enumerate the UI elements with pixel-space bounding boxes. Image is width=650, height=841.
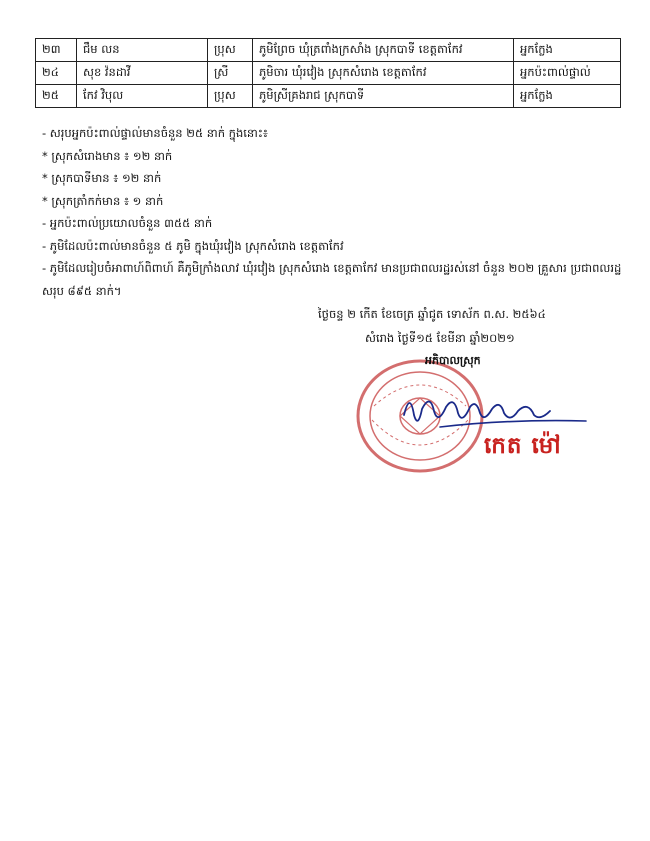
handwritten-signature: [400, 385, 590, 435]
person-address: ភូមិស្រីគ្រងរាជ ស្រុកបាទី: [253, 85, 514, 108]
person-address: ភូមិព្រែច ឃុំត្រពាំងក្រសាំង ស្រុកបាទី ខេត្តតាកែវ: [253, 39, 514, 62]
person-name: កែវ វិបុល: [77, 85, 208, 108]
person-sex: ប្រុស: [208, 39, 253, 62]
signer-name: កេត ម៉ៅ: [484, 433, 562, 459]
affected-persons-table: [35, 38, 621, 108]
person-sex: ស្រី: [208, 62, 253, 85]
table-row: [36, 85, 621, 108]
person-address: ភូមិចារ ឃុំរវៀង ស្រុកសំរោង ខេត្តតាកែវ: [253, 62, 514, 85]
note-villages: - ភូមិដែលប៉ះពាល់មានចំនួន ៥ ភូមិ ក្នុងឃុំរវៀង ស្រុកសំរោង ខេត្តតាកែវ: [42, 238, 344, 253]
person-name: សុខ វ៉នដាវី: [77, 62, 208, 85]
lunar-date: ថ្ងៃចន្ទ ២ កើត ខែចេត្រ ឆ្នាំជូត ទោស័ក ព.ស. ២៥៦៤: [318, 307, 546, 321]
summary-notes: [42, 122, 622, 302]
note-bati: * ស្រុកបាទីមាន ៖ ១២ នាក់: [42, 171, 162, 185]
table-row: [36, 62, 621, 85]
note-total-direct: - សរុបអ្នកប៉ះពាល់ផ្ទាល់មានចំនួន ២៥ នាក់ ក្នុងនោះ៖: [42, 126, 268, 140]
row-number: ២៤: [36, 62, 77, 85]
person-status: អ្នកប៉ះពាល់ផ្ទាល់: [514, 62, 621, 85]
signer-title: អភិបាលស្រុក: [425, 354, 481, 367]
person-status: អ្នកក្លែង: [514, 85, 621, 108]
person-status: អ្នកក្លែង: [514, 39, 621, 62]
person-name: ជឹម លន: [77, 39, 208, 62]
note-tram-kak: * ស្រុកត្រាំកក់មាន ៖ ១ នាក់: [42, 193, 164, 208]
note-wedding-village: - ភូមិដែលរៀបចំអាពាហ៍ពិពាហ៍ គឺភូមិក្រាំងលាវ ឃុំរវៀង ស្រុកសំរោង ខេត្តតាកែវ មានប្រជាពលរដ្ឋរស់នៅ ចំនួន ២០២ គ្រួសារ ប្រជាពលរដ្ឋសរុប ៨៩៥ នាក់។: [42, 261, 622, 298]
table-row: [36, 39, 621, 62]
note-indirect: - អ្នកប៉ះពាល់ប្រយោលចំនួន ៣៥៥ នាក់: [42, 216, 213, 230]
solar-date: សំរោង ថ្ងៃទី១៥ ខែមីនា ឆ្នាំ២០២១: [365, 331, 515, 345]
note-samraong: * ស្រុកសំរោងមាន ៖ ១២ នាក់: [42, 148, 173, 163]
row-number: ២៥: [36, 85, 77, 108]
row-number: ២៣: [36, 39, 77, 62]
person-sex: ប្រុស: [208, 85, 253, 108]
